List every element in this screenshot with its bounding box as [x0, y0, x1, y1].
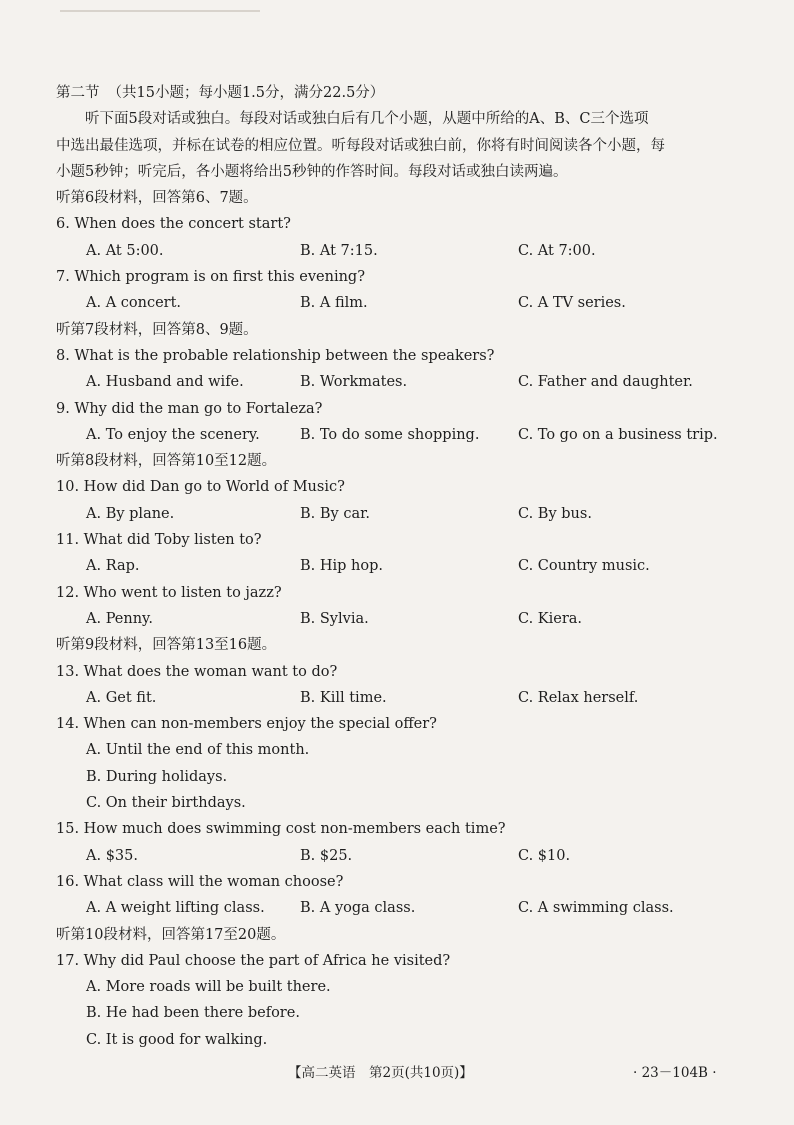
option-c[interactable]: C. At 7:00.	[518, 242, 596, 259]
option-b[interactable]: B. Workmates.	[300, 374, 408, 391]
options-row	[56, 606, 736, 632]
group-heading: 听第9段材料，回答第13至16题。	[56, 637, 277, 654]
option-a[interactable]: A. $35.	[86, 847, 138, 864]
group-heading: 听第7段材料，回答第8、9题。	[56, 321, 258, 338]
option-b[interactable]: B. $25.	[300, 847, 353, 864]
group-heading: 听第6段材料，回答第6、7题。	[56, 190, 258, 207]
options-row	[56, 369, 736, 395]
listening-section	[56, 80, 736, 1053]
question-stem: 17. Why did Paul choose the part of Africa he visited?	[56, 952, 451, 969]
option-a[interactable]: A. By plane.	[86, 505, 175, 522]
option-b[interactable]: B. During holidays.	[86, 768, 228, 785]
question-stem: 15. How much does swimming cost non-members each time?	[56, 821, 506, 838]
page-footer	[0, 1061, 794, 1085]
option-b[interactable]: B. Sylvia.	[300, 610, 369, 627]
options-row	[56, 238, 736, 264]
option-a[interactable]: A. A concert.	[86, 295, 182, 312]
option-c[interactable]: C. On their birthdays.	[86, 795, 246, 812]
footer-page-label: 【高二英语 第2页(共10页)】	[288, 1065, 473, 1081]
instructions-line-2: 中选出最佳选项，并标在试卷的相应位置。听每段对话或独白前，你将有时间阅读各个小题，每	[56, 137, 665, 154]
group-heading: 听第8段材料，回答第10至12题。	[56, 453, 277, 470]
option-c[interactable]: C. By bus.	[518, 505, 592, 522]
question-stem: 16. What class will the woman choose?	[56, 873, 344, 890]
option-b[interactable]: B. At 7:15.	[300, 242, 378, 259]
options-row	[56, 422, 736, 448]
option-a[interactable]: A. To enjoy the scenery.	[86, 426, 260, 443]
options-row	[56, 843, 736, 869]
option-a[interactable]: A. Husband and wife.	[86, 374, 244, 391]
question-stem: 11. What did Toby listen to?	[56, 532, 262, 549]
option-c[interactable]: C. A swimming class.	[518, 900, 674, 917]
options-row	[56, 501, 736, 527]
option-c[interactable]: C. Relax herself.	[518, 689, 639, 706]
question-stem: 7. Which program is on first this evening?	[56, 269, 365, 286]
option-a[interactable]: A. A weight lifting class.	[86, 900, 265, 917]
question-stem: 14. When can non-members enjoy the special offer?	[56, 716, 437, 733]
question-stem: 12. Who went to listen to jazz?	[56, 584, 282, 601]
options-row	[56, 553, 736, 579]
option-b[interactable]: B. By car.	[300, 505, 371, 522]
option-c[interactable]: C. Country music.	[518, 558, 650, 575]
options-row	[56, 290, 736, 316]
question-stem: 8. What is the probable relationship between the speakers?	[56, 347, 495, 364]
group-heading: 听第10段材料，回答第17至20题。	[56, 926, 286, 943]
option-a[interactable]: A. More roads will be built there.	[86, 979, 331, 996]
option-c[interactable]: C. $10.	[518, 847, 571, 864]
option-b[interactable]: B. A yoga class.	[300, 900, 416, 917]
option-a[interactable]: A. At 5:00.	[86, 242, 164, 259]
question-stem: 6. When does the concert start?	[56, 216, 291, 233]
options-row	[56, 685, 736, 711]
header-rule	[60, 10, 260, 12]
option-b[interactable]: B. To do some shopping.	[300, 426, 480, 443]
question-stem: 9. Why did the man go to Fortaleza?	[56, 400, 323, 417]
section-title: 第二节 （共15小题；每小题1.5分，满分22.5分）	[56, 85, 385, 101]
option-b[interactable]: B. A film.	[300, 295, 368, 312]
option-b[interactable]: B. Hip hop.	[300, 558, 384, 575]
option-a[interactable]: A. Get fit.	[86, 689, 157, 706]
option-c[interactable]: C. A TV series.	[518, 295, 626, 312]
option-a[interactable]: A. Until the end of this month.	[86, 742, 310, 759]
question-stem: 10. How did Dan go to World of Music?	[56, 479, 345, 496]
option-c[interactable]: C. To go on a business trip.	[518, 426, 718, 443]
option-c[interactable]: C. Kiera.	[518, 610, 583, 627]
instructions-line-1: 听下面5段对话或独白。每段对话或独白后有几个小题，从题中所给的A、B、C三个选项	[85, 111, 649, 128]
option-a[interactable]: A. Rap.	[86, 558, 140, 575]
option-b[interactable]: B. He had been there before.	[86, 1005, 300, 1022]
question-stem: 13. What does the woman want to do?	[56, 663, 338, 680]
option-b[interactable]: B. Kill time.	[300, 689, 387, 706]
instructions-line-3: 小题5秒钟；听完后，各小题将给出5秒钟的作答时间。每段对话或独白读两遍。	[56, 163, 568, 180]
options-row	[56, 895, 736, 921]
option-c[interactable]: C. Father and daughter.	[518, 374, 693, 391]
option-a[interactable]: A. Penny.	[86, 610, 153, 627]
footer-code: · 23－104B ·	[633, 1065, 717, 1081]
option-c[interactable]: C. It is good for walking.	[86, 1031, 268, 1048]
